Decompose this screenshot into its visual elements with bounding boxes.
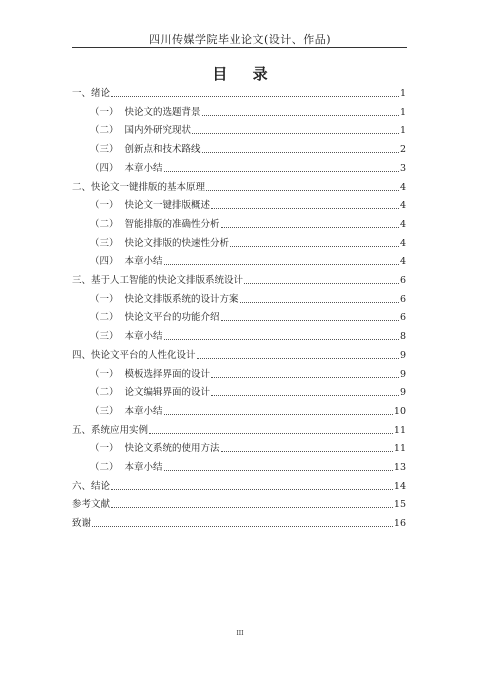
toc-entry-label: 参考文献: [72, 499, 111, 511]
toc-entry-label: 快论文系统的使用方法: [124, 443, 220, 455]
dot-leader: [244, 283, 399, 284]
running-header: 四川传媒学院毕业论文(设计、作品): [148, 33, 332, 46]
toc-entry-page: 4: [399, 181, 406, 193]
toc-entry: [72, 123, 406, 137]
toc-entry-page: 6: [399, 293, 406, 305]
toc-entry-number: （二）: [90, 462, 119, 473]
toc-entry: [72, 254, 406, 268]
toc-entry-number: （二）: [90, 125, 119, 137]
toc-entry: [72, 161, 406, 175]
toc-entry-label: 本章小结: [124, 462, 163, 473]
toc-entry-label: 三、基于人工智能的快论文排版系统设计: [72, 275, 244, 286]
toc-entry: [72, 236, 406, 250]
dot-leader: [221, 451, 393, 452]
toc-entry-page: 1: [399, 88, 406, 99]
toc-entry: [72, 198, 406, 212]
toc-entry-page: 9: [399, 368, 406, 380]
toc-entry-label: 本章小结: [124, 162, 163, 174]
toc-entry-page: 4: [399, 200, 406, 212]
toc-entry: [72, 348, 406, 362]
toc-entry-label: 快论文排版的快速性分析: [124, 237, 230, 249]
toc-entry-page: 2: [399, 144, 406, 156]
toc-entry: [72, 86, 406, 100]
toc-entry: [72, 404, 406, 418]
toc-entry-page: 10: [393, 405, 406, 417]
toc-entry: [72, 367, 406, 381]
toc-entry-number: （三）: [90, 331, 119, 343]
dot-leader: [92, 526, 393, 527]
toc-entry-page: 11: [393, 443, 406, 455]
toc-entry-label: 本章小结: [124, 256, 163, 268]
toc-entry-page: 4: [399, 256, 406, 268]
toc-entry: [72, 142, 406, 156]
toc-entry-number: （一）: [90, 293, 119, 305]
dot-leader: [221, 320, 399, 321]
dot-leader: [230, 246, 399, 247]
toc-entry-page: 4: [399, 218, 406, 230]
toc-entry-label: 快论文的选题背景: [124, 106, 201, 118]
toc-entry: [72, 497, 406, 511]
toc-entry-label: 本章小结: [124, 405, 163, 417]
dot-leader: [149, 433, 393, 434]
dot-leader: [111, 96, 399, 97]
dot-leader: [211, 395, 399, 396]
toc-entry-page: 6: [399, 275, 406, 286]
toc-entry-label: 五、系统应用实例: [72, 424, 149, 436]
toc-entry-number: （二）: [90, 218, 119, 230]
toc-entry-number: （一）: [90, 443, 119, 455]
dot-leader: [164, 339, 399, 340]
toc-entry: [72, 180, 406, 194]
toc-entry-number: （二）: [90, 387, 119, 399]
toc-entry: [72, 217, 406, 231]
toc-entry-label: 四、快论文平台的人性化设计: [72, 349, 196, 361]
toc-entry-page: 13: [393, 462, 406, 473]
toc-entry-label: 快论文排版系统的设计方案: [124, 293, 239, 305]
dot-leader: [164, 414, 393, 415]
toc-entry-page: 1: [399, 125, 406, 137]
toc-entry-page: 4: [399, 237, 406, 249]
dot-leader: [164, 171, 399, 172]
toc-entry-number: （一）: [90, 368, 119, 380]
toc-entry-label: 六、结论: [72, 480, 111, 492]
toc-entry-page: 11: [393, 424, 406, 436]
dot-leader: [211, 377, 399, 378]
toc-entry-page: 16: [393, 518, 406, 530]
dot-leader: [197, 358, 399, 359]
dot-leader: [164, 264, 399, 265]
toc-title: 目 录: [212, 65, 278, 83]
toc-entry-page: 14: [393, 480, 406, 492]
toc-entry-label: 二、快论文一键排版的基本原理: [72, 181, 206, 193]
toc-entry-page: 6: [399, 312, 406, 324]
toc-entry-number: （二）: [90, 312, 119, 324]
toc-entry-page: 1: [399, 106, 406, 118]
dot-leader: [240, 302, 399, 303]
toc-entry-label: 创新点和技术路线: [124, 144, 201, 156]
toc-entry-label: 一、绪论: [72, 88, 111, 99]
toc-entry-label: 快论文一键排版概述: [124, 200, 211, 212]
toc-entry: [72, 441, 406, 455]
toc-entry-number: （三）: [90, 405, 119, 417]
page-number: III: [236, 630, 244, 637]
toc-entry-number: （一）: [90, 106, 119, 118]
dot-leader: [192, 133, 399, 134]
toc-entry: [72, 105, 406, 119]
toc-entry: [72, 423, 406, 437]
toc-entry-label: 智能排版的准确性分析: [124, 218, 220, 230]
toc-entry: [72, 385, 406, 399]
toc-entry: [72, 273, 406, 287]
toc-entry-number: （四）: [90, 256, 119, 268]
dot-leader: [111, 507, 393, 508]
toc-entry-number: （四）: [90, 162, 119, 174]
toc-entry-label: 模板选择界面的设计: [124, 368, 211, 380]
toc-entry: [72, 479, 406, 493]
dot-leader: [202, 115, 399, 116]
toc-entry-page: 9: [399, 349, 406, 361]
toc-entry: [72, 292, 406, 306]
dot-leader: [221, 227, 399, 228]
toc-entry-page: 8: [399, 331, 406, 343]
dot-leader: [206, 190, 399, 191]
toc-entry-number: （三）: [90, 144, 119, 156]
dot-leader: [111, 489, 393, 490]
toc-entry: [72, 329, 406, 343]
toc-entry: [72, 310, 406, 324]
toc-entry: [72, 516, 406, 530]
toc-entry-label: 致谢: [72, 518, 92, 530]
toc-entry-label: 国内外研究现状: [124, 125, 192, 137]
dot-leader: [211, 208, 399, 209]
toc-entry-page: 15: [393, 499, 406, 511]
dot-leader: [164, 470, 393, 471]
toc-entry-page: 3: [399, 162, 406, 174]
header-rule: [72, 47, 407, 48]
toc-entry-number: （一）: [90, 200, 119, 212]
toc-entry-label: 论文编辑界面的设计: [124, 387, 211, 399]
toc-entry-page: 9: [399, 387, 406, 399]
toc-entry: [72, 460, 406, 474]
toc-entry-label: 快论文平台的功能介绍: [124, 312, 220, 324]
toc-entry-label: 本章小结: [124, 331, 163, 343]
toc-entry-number: （三）: [90, 237, 119, 249]
dot-leader: [202, 152, 399, 153]
